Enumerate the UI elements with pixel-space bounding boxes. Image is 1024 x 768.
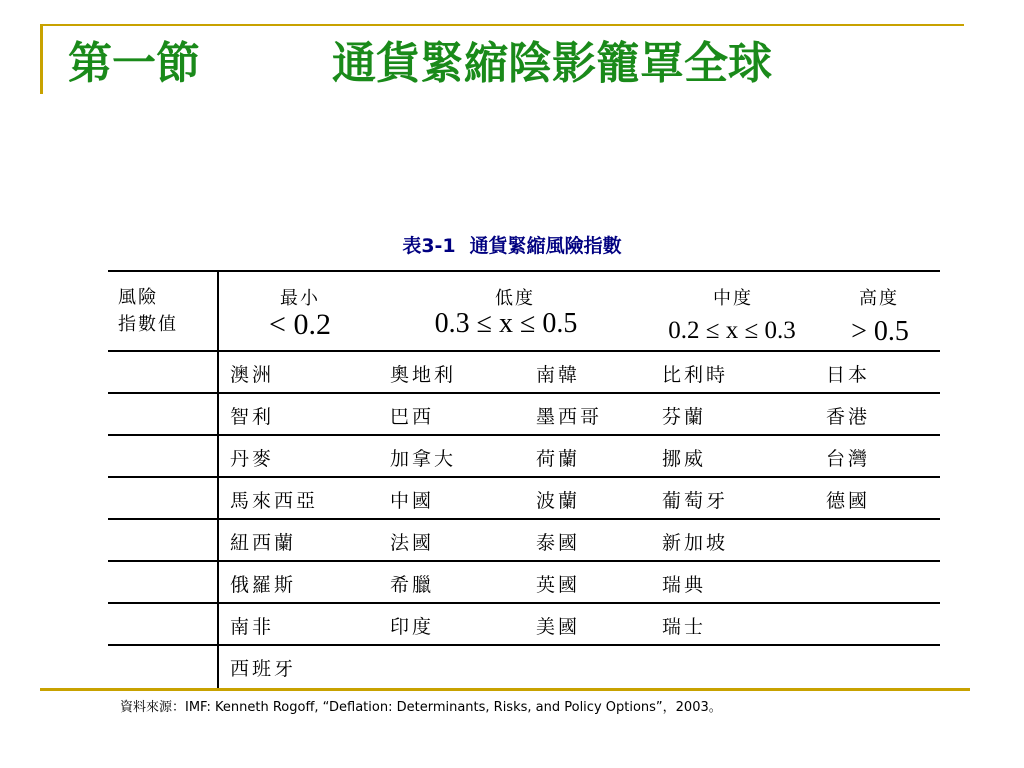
cell-minimal: 澳洲 [230,364,275,386]
col-range-high: > 0.5 [851,316,909,347]
row-header-cell [108,436,219,476]
cell-low-2: 泰國 [536,532,581,554]
cell-low-2: 荷蘭 [536,448,581,470]
row-header-cell [108,352,219,392]
cell-minimal: 丹麥 [230,448,275,470]
row-header-line-2: 指數值 [118,314,178,335]
table-row [108,604,940,646]
cell-minimal: 智利 [230,406,275,428]
row-header-cell [108,646,219,688]
cell-low-2: 墨西哥 [536,406,603,428]
cell-low-2: 英國 [536,574,581,596]
col-label-medium: 中度 [713,288,753,309]
table-header-row [108,272,940,352]
table-row [108,520,940,562]
cell-low-1: 加拿大 [390,448,457,470]
col-label-minimal: 最小 [280,288,320,309]
cell-medium: 比利時 [662,364,729,386]
cell-low-1: 中國 [390,490,435,512]
cell-medium: 瑞典 [662,574,707,596]
cell-medium: 新加坡 [662,532,729,554]
cell-medium: 挪威 [662,448,707,470]
cell-low-2: 美國 [536,616,581,638]
col-label-low: 低度 [495,288,535,309]
table-row [108,436,940,478]
row-header-cell [108,272,219,350]
cell-low-1: 希臘 [390,574,435,596]
cell-minimal: 馬來西亞 [230,490,319,512]
cell-medium: 芬蘭 [662,406,707,428]
cell-minimal: 俄羅斯 [230,574,297,596]
cell-minimal: 西班牙 [230,658,297,680]
slide-title: 第一節 通貨緊縮陰影籠罩全球 [68,38,772,89]
col-label-high: 高度 [859,288,899,309]
cell-minimal: 紐西蘭 [230,532,297,554]
cell-low-2: 波蘭 [536,490,581,512]
cell-high: 香港 [826,406,871,428]
accent-line-vertical [40,24,43,94]
row-header-cell [108,604,219,644]
row-header-cell [108,394,219,434]
accent-line-bottom [40,688,970,691]
table-row [108,394,940,436]
table-row [108,562,940,604]
col-range-medium: 0.2 ≤ x ≤ 0.3 [668,317,796,344]
row-header-cell [108,520,219,560]
cell-low-1: 奧地利 [390,364,457,386]
cell-medium: 葡萄牙 [662,490,729,512]
table-row [108,352,940,394]
risk-index-table [108,270,940,690]
row-header-cell [108,478,219,518]
cell-minimal: 南非 [230,616,275,638]
source-citation: 資料來源：IMF: Kenneth Rogoff, “Deflation: Determinants, Risks, and Policy Options”，2003。 [120,700,722,715]
cell-low-2: 南韓 [536,364,581,386]
table-row [108,478,940,520]
cell-low-1: 印度 [390,616,435,638]
row-header-label [118,284,178,338]
cell-high: 台灣 [826,448,871,470]
col-range-low: 0.3 ≤ x ≤ 0.5 [434,308,578,339]
col-range-minimal: < 0.2 [269,308,331,341]
row-header-line-1: 風險 [118,287,158,308]
cell-medium: 瑞士 [662,616,707,638]
table-caption-text: 通貨緊縮風險指數 [469,235,622,257]
accent-line-top [40,24,964,26]
table-caption-number: 表3-1 [402,235,456,257]
cell-high: 德國 [826,490,871,512]
table-caption [0,231,1024,258]
cell-high: 日本 [826,364,871,386]
row-header-cell [108,562,219,602]
cell-low-1: 法國 [390,532,435,554]
table-row [108,646,940,688]
cell-low-1: 巴西 [390,406,435,428]
